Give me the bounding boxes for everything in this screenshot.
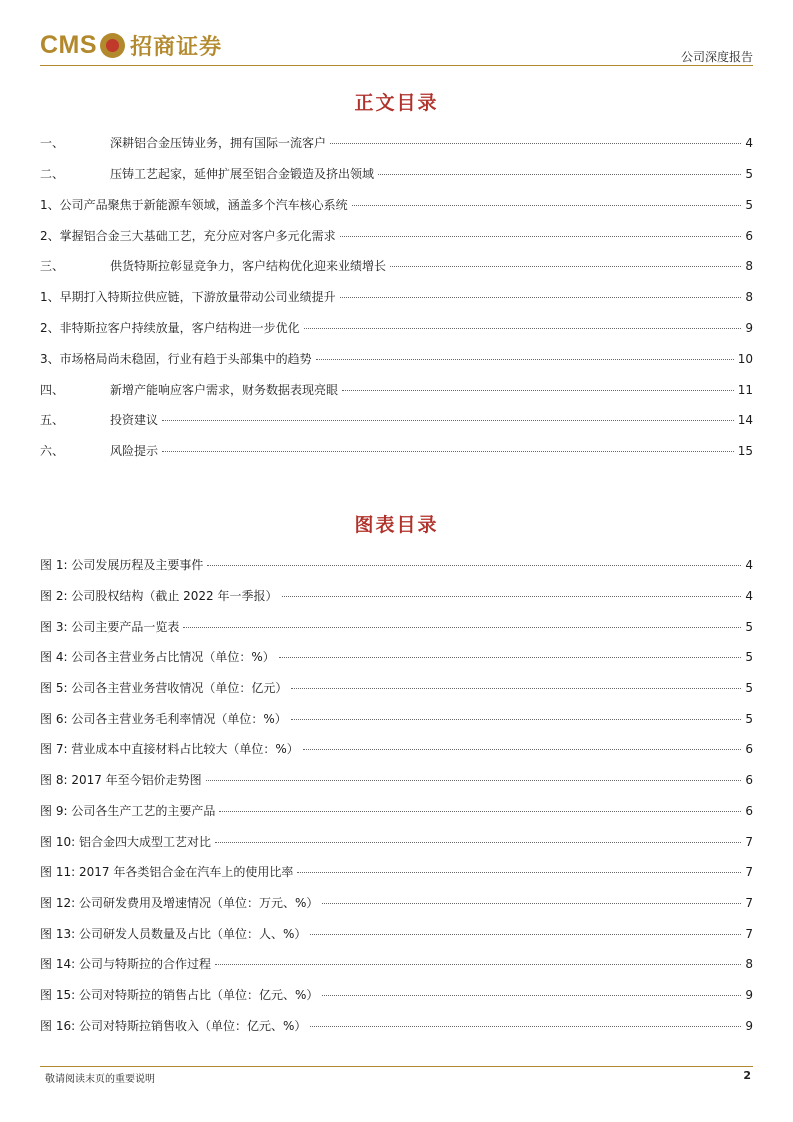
report-type-label: 公司深度报告: [680, 50, 753, 64]
toc-entry[interactable]: [40, 319, 753, 337]
toc-entry-text: 3、市场格局尚未稳固，行业有趋于头部集中的趋势: [40, 352, 312, 366]
figure-title: 2017 年至今铝价走势图: [71, 773, 202, 787]
dot-leader: [215, 964, 741, 965]
toc-entry-page: 8: [745, 290, 753, 304]
figure-entry[interactable]: [40, 679, 753, 697]
toc-entry-page: 9: [745, 321, 753, 335]
figure-label: 图 4:: [40, 650, 68, 664]
page-number: 2: [743, 1069, 751, 1082]
toc-entry-page: 6: [745, 229, 753, 243]
dot-leader: [162, 420, 734, 421]
figure-entry[interactable]: [40, 802, 753, 820]
figure-page: 6: [745, 804, 753, 818]
toc-entry[interactable]: [40, 381, 753, 399]
figure-page: 7: [745, 865, 753, 879]
dot-leader: [330, 143, 741, 144]
dot-leader: [340, 236, 742, 237]
dot-leader: [310, 934, 741, 935]
figure-entry[interactable]: [40, 833, 753, 851]
figure-label: 图 14:: [40, 957, 76, 971]
logo-emblem-icon: [100, 33, 125, 58]
toc-entry[interactable]: [40, 196, 753, 214]
toc-entry-page: 10: [737, 352, 753, 366]
figure-title: 公司研发费用及增速情况（单位：万元、%）: [78, 896, 319, 910]
figure-page: 4: [745, 589, 753, 603]
toc-entry-number: 三、: [40, 259, 65, 273]
figure-entry[interactable]: [40, 986, 753, 1004]
toc-entry-number: 六、: [40, 444, 65, 458]
figures-title: 图表目录: [354, 514, 439, 536]
dot-leader: [297, 872, 741, 873]
dot-leader: [322, 903, 741, 904]
figure-label: 图 7:: [40, 742, 68, 756]
toc-entry-page: 5: [745, 198, 753, 212]
figure-entry[interactable]: [40, 587, 753, 605]
figure-label: 图 6:: [40, 712, 68, 726]
figure-title: 公司各主营业务毛利率情况（单位：%）: [71, 712, 287, 726]
toc-entry-text: 2、非特斯拉客户持续放量，客户结构进一步优化: [40, 321, 300, 335]
dot-leader: [340, 297, 742, 298]
toc-entry-page: 5: [745, 167, 753, 181]
dot-leader: [310, 1026, 741, 1027]
toc-title: 正文目录: [354, 92, 439, 114]
toc-entry[interactable]: [40, 411, 753, 429]
toc-entry-text: 1、早期打入特斯拉供应链，下游放量带动公司业绩提升: [40, 290, 336, 304]
figure-entry[interactable]: [40, 863, 753, 881]
dot-leader: [282, 596, 742, 597]
figure-label: 图 5:: [40, 681, 68, 695]
toc-entry-text: 2、掌握铝合金三大基础工艺，充分应对客户多元化需求: [40, 229, 336, 243]
figure-title: 公司发展历程及主要事件: [71, 558, 204, 572]
toc-entry[interactable]: [40, 165, 753, 183]
footer-divider: [40, 1066, 753, 1067]
dot-leader: [316, 359, 734, 360]
dot-leader: [215, 842, 741, 843]
dot-leader: [206, 780, 742, 781]
figure-page: 4: [745, 558, 753, 572]
figure-label: 图 16:: [40, 1019, 76, 1033]
figure-title: 公司各主营业务占比情况（单位：%）: [71, 650, 275, 664]
figure-label: 图 1:: [40, 558, 68, 572]
figure-page: 5: [745, 681, 753, 695]
figure-entry[interactable]: [40, 710, 753, 728]
toc-entry-number: 四、: [40, 383, 65, 397]
figure-title: 铝合金四大成型工艺对比: [78, 835, 211, 849]
toc-entry[interactable]: [40, 227, 753, 245]
toc-entry-page: 14: [737, 413, 753, 427]
figure-page: 7: [745, 835, 753, 849]
dot-leader: [279, 657, 742, 658]
logo-latin-text: CMS: [40, 30, 98, 59]
footer-note: 敬请阅读末页的重要说明: [45, 1074, 155, 1085]
figure-page: 7: [745, 927, 753, 941]
figure-page: 5: [745, 650, 753, 664]
dot-leader: [322, 995, 741, 996]
figure-title: 2017 年各类铝合金在汽车上的使用比率: [78, 865, 294, 879]
dot-leader: [291, 719, 742, 720]
toc-entry-text: 深耕铝合金压铸业务，拥有国际一流客户: [110, 136, 327, 150]
figure-page: 9: [745, 1019, 753, 1033]
toc-entry-text: 新增产能响应客户需求，财务数据表现亮眼: [110, 383, 339, 397]
toc-entry-number: 二、: [40, 167, 65, 181]
figure-label: 图 12:: [40, 896, 76, 910]
figure-title: 公司股权结构（截止 2022 年一季报）: [71, 589, 278, 603]
toc-entry-page: 8: [745, 259, 753, 273]
figure-page: 9: [745, 988, 753, 1002]
figure-label: 图 3:: [40, 620, 68, 634]
figure-title: 公司对特斯拉销售收入（单位：亿元、%）: [78, 1019, 307, 1033]
toc-entry[interactable]: [40, 350, 753, 368]
figure-title: 公司各主营业务营收情况（单位：亿元）: [71, 681, 288, 695]
figure-title: 公司对特斯拉的销售占比（单位：亿元、%）: [78, 988, 319, 1002]
figure-entry[interactable]: [40, 556, 753, 574]
dot-leader: [390, 266, 741, 267]
figure-label: 图 8:: [40, 773, 68, 787]
dot-leader: [219, 811, 741, 812]
figure-entry[interactable]: [40, 955, 753, 973]
toc-entry-page: 11: [737, 383, 753, 397]
figure-page: 5: [745, 712, 753, 726]
logo-chinese-text: 招商证券: [130, 33, 223, 60]
page-header: [40, 26, 753, 66]
dot-leader: [352, 205, 742, 206]
toc-entry-text: 压铸工艺起家，延伸扩展至铝合金锻造及挤出领域: [110, 167, 375, 181]
toc-entry[interactable]: [40, 257, 753, 275]
figure-label: 图 13:: [40, 927, 76, 941]
toc-entry-page: 4: [745, 136, 753, 150]
dot-leader: [303, 749, 742, 750]
figure-label: 图 11:: [40, 865, 76, 879]
figure-entry[interactable]: [40, 925, 753, 943]
figure-entry[interactable]: [40, 618, 753, 636]
dot-leader: [342, 390, 734, 391]
toc-entry-text: 供货特斯拉彰显竞争力，客户结构优化迎来业绩增长: [110, 259, 387, 273]
figure-entry[interactable]: [40, 771, 753, 789]
figure-entry[interactable]: [40, 740, 753, 758]
figure-title: 公司各生产工艺的主要产品: [71, 804, 216, 818]
figure-entry[interactable]: [40, 1017, 753, 1035]
dot-leader: [183, 627, 741, 628]
toc-entry-text: 投资建议: [110, 413, 159, 427]
dot-leader: [291, 688, 741, 689]
toc-entry-text: 风险提示: [110, 444, 159, 458]
toc-entry[interactable]: [40, 442, 753, 460]
dot-leader: [162, 451, 734, 452]
figure-title: 公司与特斯拉的合作过程: [78, 957, 211, 971]
figure-title: 公司主要产品一览表: [71, 620, 180, 634]
figure-label: 图 10:: [40, 835, 76, 849]
figure-entry[interactable]: [40, 648, 753, 666]
toc-entry[interactable]: [40, 288, 753, 306]
figure-entry[interactable]: [40, 894, 753, 912]
toc-entry-page: 15: [737, 444, 753, 458]
toc-entry[interactable]: [40, 134, 753, 152]
figure-label: 图 9:: [40, 804, 68, 818]
figure-label: 图 2:: [40, 589, 68, 603]
figure-page: 8: [745, 957, 753, 971]
figure-page: 6: [745, 773, 753, 787]
dot-leader: [304, 328, 742, 329]
dot-leader: [378, 174, 741, 175]
company-logo: [40, 26, 222, 64]
dot-leader: [207, 565, 741, 566]
figure-page: 5: [745, 620, 753, 634]
figure-title: 营业成本中直接材料占比较大（单位：%）: [71, 742, 299, 756]
figure-page: 7: [745, 896, 753, 910]
figure-title: 公司研发人员数量及占比（单位：人、%）: [78, 927, 307, 941]
toc-entry-number: 一、: [40, 136, 65, 150]
header-divider: [40, 65, 753, 66]
figure-label: 图 15:: [40, 988, 76, 1002]
toc-entry-number: 五、: [40, 413, 65, 427]
figure-page: 6: [745, 742, 753, 756]
toc-entry-text: 1、公司产品聚焦于新能源车领域，涵盖多个汽车核心系统: [40, 198, 348, 212]
